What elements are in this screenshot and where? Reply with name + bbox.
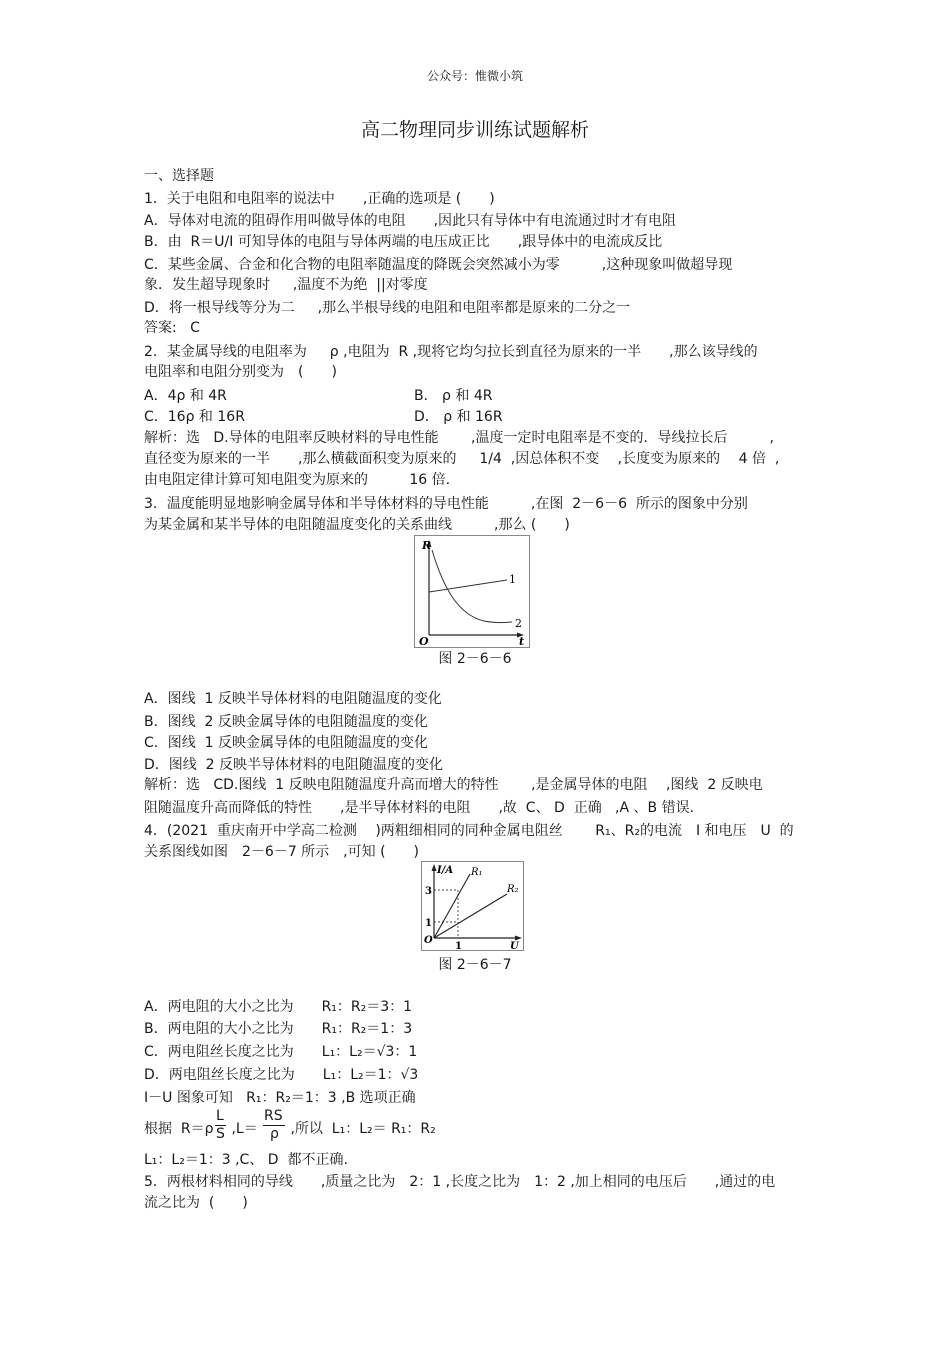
y-axis-label: I/A bbox=[437, 865, 454, 876]
question-3-option-a: A．图线 1 反映半导体材料的电阻随温度的变化 bbox=[144, 691, 442, 707]
y-axis-arrow-icon bbox=[432, 864, 437, 871]
origin-label: O bbox=[419, 635, 429, 648]
question-2-option-a: A．4ρ 和 4R bbox=[144, 388, 227, 404]
page-title: 高二物理同步训练试题解析 bbox=[360, 119, 589, 141]
fraction-2-numerator: RS bbox=[264, 1108, 283, 1124]
section-heading: 一、选择题 bbox=[144, 168, 214, 184]
figure-2-6-6-caption: 图 2－6－6 bbox=[438, 651, 512, 667]
line-r2 bbox=[434, 894, 507, 938]
question-4-stem-line2: 关系图线如图 2－6－7 所示 ,可知 ( ) bbox=[144, 844, 419, 860]
question-1-option-c-line1: C．某些金属、合金和化合物的电阻率随温度的降既会突然减小为零 ,这种现象叫做超导现 bbox=[144, 257, 733, 273]
x-axis-arrow-icon bbox=[515, 936, 522, 941]
question-2-solution-line1: 解析：选 D.导体的电阻率反映材料的导电性能 ,温度一定时电阻率是不变的．导线拉长后 , bbox=[144, 430, 774, 446]
question-2-option-b: B． ρ 和 4R bbox=[414, 388, 493, 404]
fraction-1-denominator: S bbox=[216, 1126, 225, 1142]
curve-2 bbox=[432, 550, 512, 623]
line-r1 bbox=[434, 874, 470, 938]
question-4-solution-line2-part1: 根据 R＝ρ bbox=[144, 1121, 214, 1137]
page-header: 公众号：惟微小筑 bbox=[426, 69, 523, 83]
question-1-option-b: B．由 R＝U/I 可知导体的电阻与导体两端的电压成正比 ,跟导体中的电流成反比 bbox=[144, 234, 663, 250]
question-1-answer: 答案: C bbox=[144, 320, 200, 336]
question-4-solution-line1: I－U 图象可知 R₁：R₂＝1：3 ,B 选项正确 bbox=[144, 1090, 416, 1106]
origin-label: O bbox=[424, 935, 433, 946]
line-r1-label: R₁ bbox=[471, 867, 483, 878]
question-3-stem-line2: 为某金属和某半导体的电阻随温度变化的关系曲线 ,那么 ( ) bbox=[144, 517, 570, 533]
question-3-solution-line1: 解析：选 CD.图线 1 反映电阻随温度升高而增大的特性 ,是金属导体的电阻 ,图线 2 反映电 bbox=[144, 777, 763, 793]
tick-y-3: 3 bbox=[425, 886, 432, 897]
question-4-option-b: B．两电阻的大小之比为 R₁：R₂＝1：3 bbox=[144, 1021, 413, 1037]
question-1-stem: 1．关于电阻和电阻率的说法中 ,正确的选项是 ( ) bbox=[144, 191, 495, 207]
curve-1-label: 1 bbox=[509, 573, 516, 586]
question-1-option-c-line2: 象．发生超导现象时 ,温度不为绝 ||对零度 bbox=[144, 277, 428, 293]
question-4-option-a: A．两电阻的大小之比为 R₁：R₂＝3：1 bbox=[144, 999, 413, 1015]
question-2-stem-line2: 电阻率和电阻分别变为 ( ) bbox=[144, 364, 337, 380]
fraction-1-numerator: L bbox=[216, 1108, 224, 1124]
line-r2-label: R₂ bbox=[507, 884, 519, 895]
question-3-option-d: D．图线 2 反映半导体材料的电阻随温度的变化 bbox=[144, 757, 444, 773]
question-2-solution-line3: 由电阻定律计算可知电阻变为原来的 16 倍. bbox=[144, 472, 451, 488]
question-2-option-c: C．16ρ 和 16R bbox=[144, 409, 245, 425]
question-4-stem-line1: 4．(2021 重庆南开中学高二检测 )两粗细相同的同种金属电阻丝 R₁、R₂的电流 I 和电压 U 的 bbox=[144, 823, 794, 839]
question-4-solution-line3: L₁：L₂＝1：3 ,C、 D 都不正确. bbox=[144, 1152, 348, 1168]
curve-1 bbox=[429, 580, 507, 592]
question-3-solution-line2: 阻随温度升高而降低的特性 ,是半导体材料的电阻 ,故 C、 D 正确 ,A 、B 错误. bbox=[144, 800, 695, 816]
question-4-solution-line2-part3: ,所以 L₁：L₂＝ R₁：R₂ bbox=[286, 1121, 436, 1137]
question-2-solution-line2: 直径变为原来的一半 ,那么横截面积变为原来的 1/4 ,因总体积不变 ,长度变为原来的 4 倍 , bbox=[144, 451, 780, 467]
tick-x-1: 1 bbox=[455, 941, 462, 951]
curve-2-label: 2 bbox=[515, 617, 522, 630]
figure-2-6-6 bbox=[414, 535, 530, 648]
question-3-stem-line1: 3．温度能明显地影响金属导体和半导体材料的导电性能 ,在图 2－6－6 所示的图象中分别 bbox=[144, 496, 748, 512]
question-3-option-c: C．图线 1 反映金属导体的电阻随温度的变化 bbox=[144, 735, 429, 751]
question-1-option-a: A．导体对电流的阻碍作用叫做导体的电阻 ,因此只有导体中有电流通过时才有电阻 bbox=[144, 213, 677, 229]
question-2-stem-line1: 2．某金属导线的电阻率为 ρ ,电阻为 R ,现将它均匀拉长到直径为原来的一半 ,那么该导线的 bbox=[144, 344, 758, 360]
fraction-2-denominator: ρ bbox=[270, 1126, 279, 1142]
question-4-option-d: D．两电阻丝长度之比为 L₁：L₂＝1：√3 bbox=[144, 1067, 419, 1083]
figure-2-6-7-caption: 图 2－6－7 bbox=[438, 957, 512, 973]
question-4-solution-line2-part2: ,L＝ bbox=[227, 1121, 258, 1137]
question-4-option-c: C．两电阻丝长度之比为 L₁：L₂＝√3：1 bbox=[144, 1044, 418, 1060]
y-axis-label: R bbox=[422, 539, 432, 552]
question-2-option-d: D． ρ 和 16R bbox=[414, 409, 503, 425]
tick-y-1: 1 bbox=[425, 918, 432, 929]
x-axis-label: t bbox=[519, 635, 525, 648]
x-axis-label: U bbox=[510, 941, 519, 951]
figure-2-6-7 bbox=[421, 861, 524, 951]
question-5-stem-line2: 流之比为 ( ) bbox=[144, 1195, 248, 1211]
question-3-option-b: B．图线 2 反映金属导体的电阻随温度的变化 bbox=[144, 714, 428, 730]
question-1-option-d: D．将一根导线等分为二 ,那么半根导线的电阻和电阻率都是原来的二分之一 bbox=[144, 300, 631, 316]
question-5-stem-line1: 5．两根材料相同的导线 ,质量之比为 2：1 ,长度之比为 1：2 ,加上相同的电压后 ,通过的电 bbox=[144, 1174, 776, 1190]
